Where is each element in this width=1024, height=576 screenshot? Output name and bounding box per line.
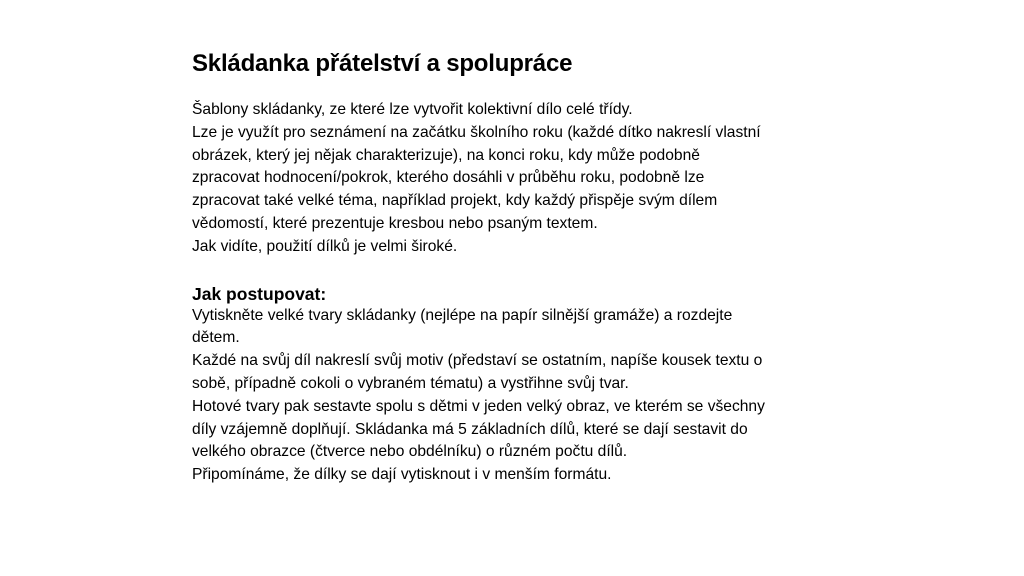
page-title: Skládanka přátelství a spolupráce <box>192 50 573 77</box>
section-heading: Jak postupovat: <box>192 283 327 304</box>
paragraph-spacer <box>192 259 832 282</box>
intro-paragraph: Šablony skládanky, ze které lze vytvořit kolektivní dílo celé třídy. Lze je využít pro seznámení na začátku školního roku (každé dítko nakreslí vlastní obrázek, který jej nějak charakterizuje), na konci roku, kdy může podobně zpracovat hodnocení/pokrok, kterého dosáhli v průběhu roku, podobně lze zpracovat také velké téma, například projekt, kdy každý přispěje svým dílem vědomostí, které prezentuje kresbou nebo psaným textem. Jak vidíte, použití dílků je velmi široké. <box>192 101 761 255</box>
document-page <box>192 49 832 487</box>
instructions-paragraph: Vytiskněte velké tvary skládanky (nejlépe na papír silnější gramáže) a rozdejte dětem. Každé na svůj díl nakreslí svůj motiv (představí se ostatním, napíše kousek textu o sobě, případně cokoli o vybraném tématu) a vystřihne svůj tvar. Hotové tvary pak sestavte spolu s dětmi v jeden velký obraz, ve kterém se všechny díly vzájemně doplňují. Skládanka má 5 základních dílů, které se dají sestavit do velkého obrazce (čtverce nebo obdélníku) o různém počtu dílů. Připomínáme, že dílky se dají vytisknout i v menším formátu. <box>192 306 765 484</box>
